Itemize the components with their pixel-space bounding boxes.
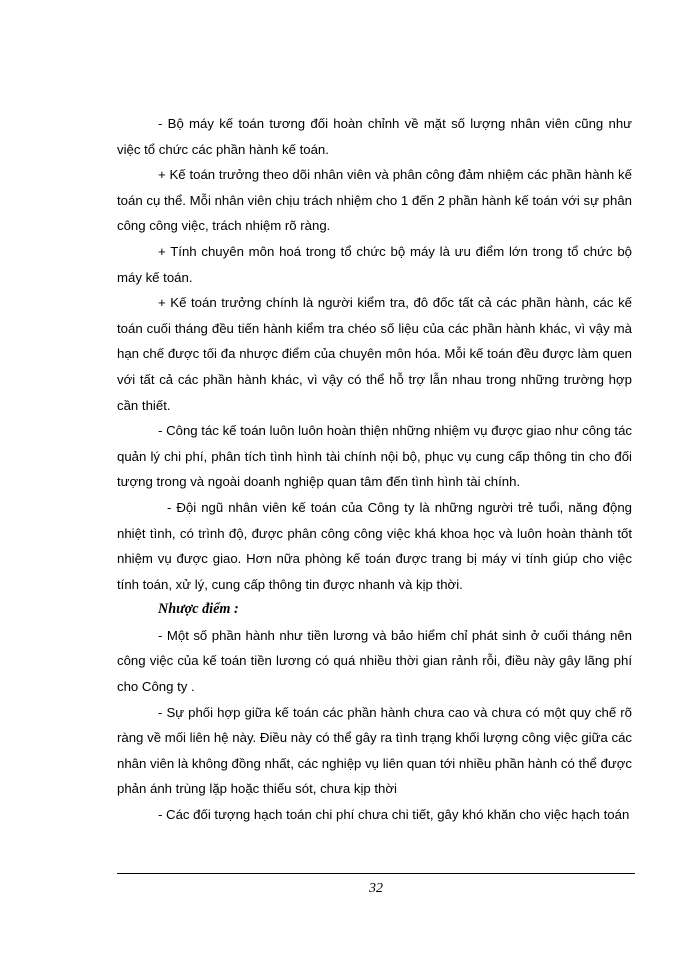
paragraph: - Một số phần hành như tiền lương và bảo hiểm chỉ phát sinh ở cuối tháng nên công việc của kế toán tiền lương có quá nhiều thời gian rảnh rỗi, điều này gây lãng phí cho Công ty . <box>117 627 632 695</box>
paragraph: + Tính chuyên môn hoá trong tổ chức bộ máy là ưu điểm lớn trong tổ chức bộ máy kế toán. <box>117 243 632 285</box>
body-text <box>117 111 632 828</box>
paragraph: - Sự phối hợp giữa kế toán các phần hành chưa cao và chưa có một quy chế rõ ràng về mối liên hệ này. Điều này có thể gây ra tình trạng khối lượng công việc giữa các nhân viên là không đồng nhất, các nghiệp vụ liên quan tới nhiều phần hành có thể được phản ánh trùng lặp hoặc thiếu sót, chưa kịp thời <box>117 704 632 797</box>
section-heading: Nhược điểm : <box>158 601 239 618</box>
paragraph: + Kế toán trưởng chính là người kiểm tra, đô đốc tất cả các phần hành, các kế toán cuối tháng đều tiến hành kiểm tra chéo số liệu của các phần hành khác, vì vậy mà hạn chế được tối đa nhược điểm của chuyên môn hóa. Mỗi kế toán đều được làm quen với tất cả các phần hành khác, vì vậy có thể hỗ trợ lẫn nhau trong những trường hợp cần thiết. <box>117 295 632 413</box>
paragraph: - Công tác kế toán luôn luôn hoàn thiện những nhiệm vụ được giao như công tác quản lý chi phí, phân tích tình hình tài chính nội bộ, phục vụ cung cấp thông tin cho đối tượng trong và ngoài doanh nghiệp quan tâm đến tình hình tài chính. <box>117 423 632 490</box>
paragraph: + Kế toán trưởng theo dõi nhân viên và phân công đảm nhiệm các phần hành kế toán cụ thể. Mỗi nhân viên chịu trách nhiệm cho 1 đến 2 phần hành kế toán với sự phân công công việc, trách nhiệm rõ ràng. <box>117 167 632 234</box>
paragraph: - Đội ngũ nhân viên kế toán của Công ty là những người trẻ tuổi, năng động nhiệt tình, có trình độ, được phân công công việc khá khoa học và luôn hoàn thành tốt nhiệm vụ được giao. Hơn nữa phòng kế toán được trang bị máy vi tính giúp cho việc tính toán, xử lý, cung cấp thông tin được nhanh và kịp thời. <box>117 499 632 592</box>
footer-divider <box>117 873 635 874</box>
paragraph: - Bộ máy kế toán tương đối hoàn chỉnh về mặt số lượng nhân viên cũng như việc tổ chức các phần hành kế toán. <box>117 116 632 157</box>
paragraph: - Các đối tượng hạch toán chi phí chưa chi tiết, gây khó khăn cho việc hạch toán <box>158 807 630 823</box>
page-number: 32 <box>369 881 383 896</box>
